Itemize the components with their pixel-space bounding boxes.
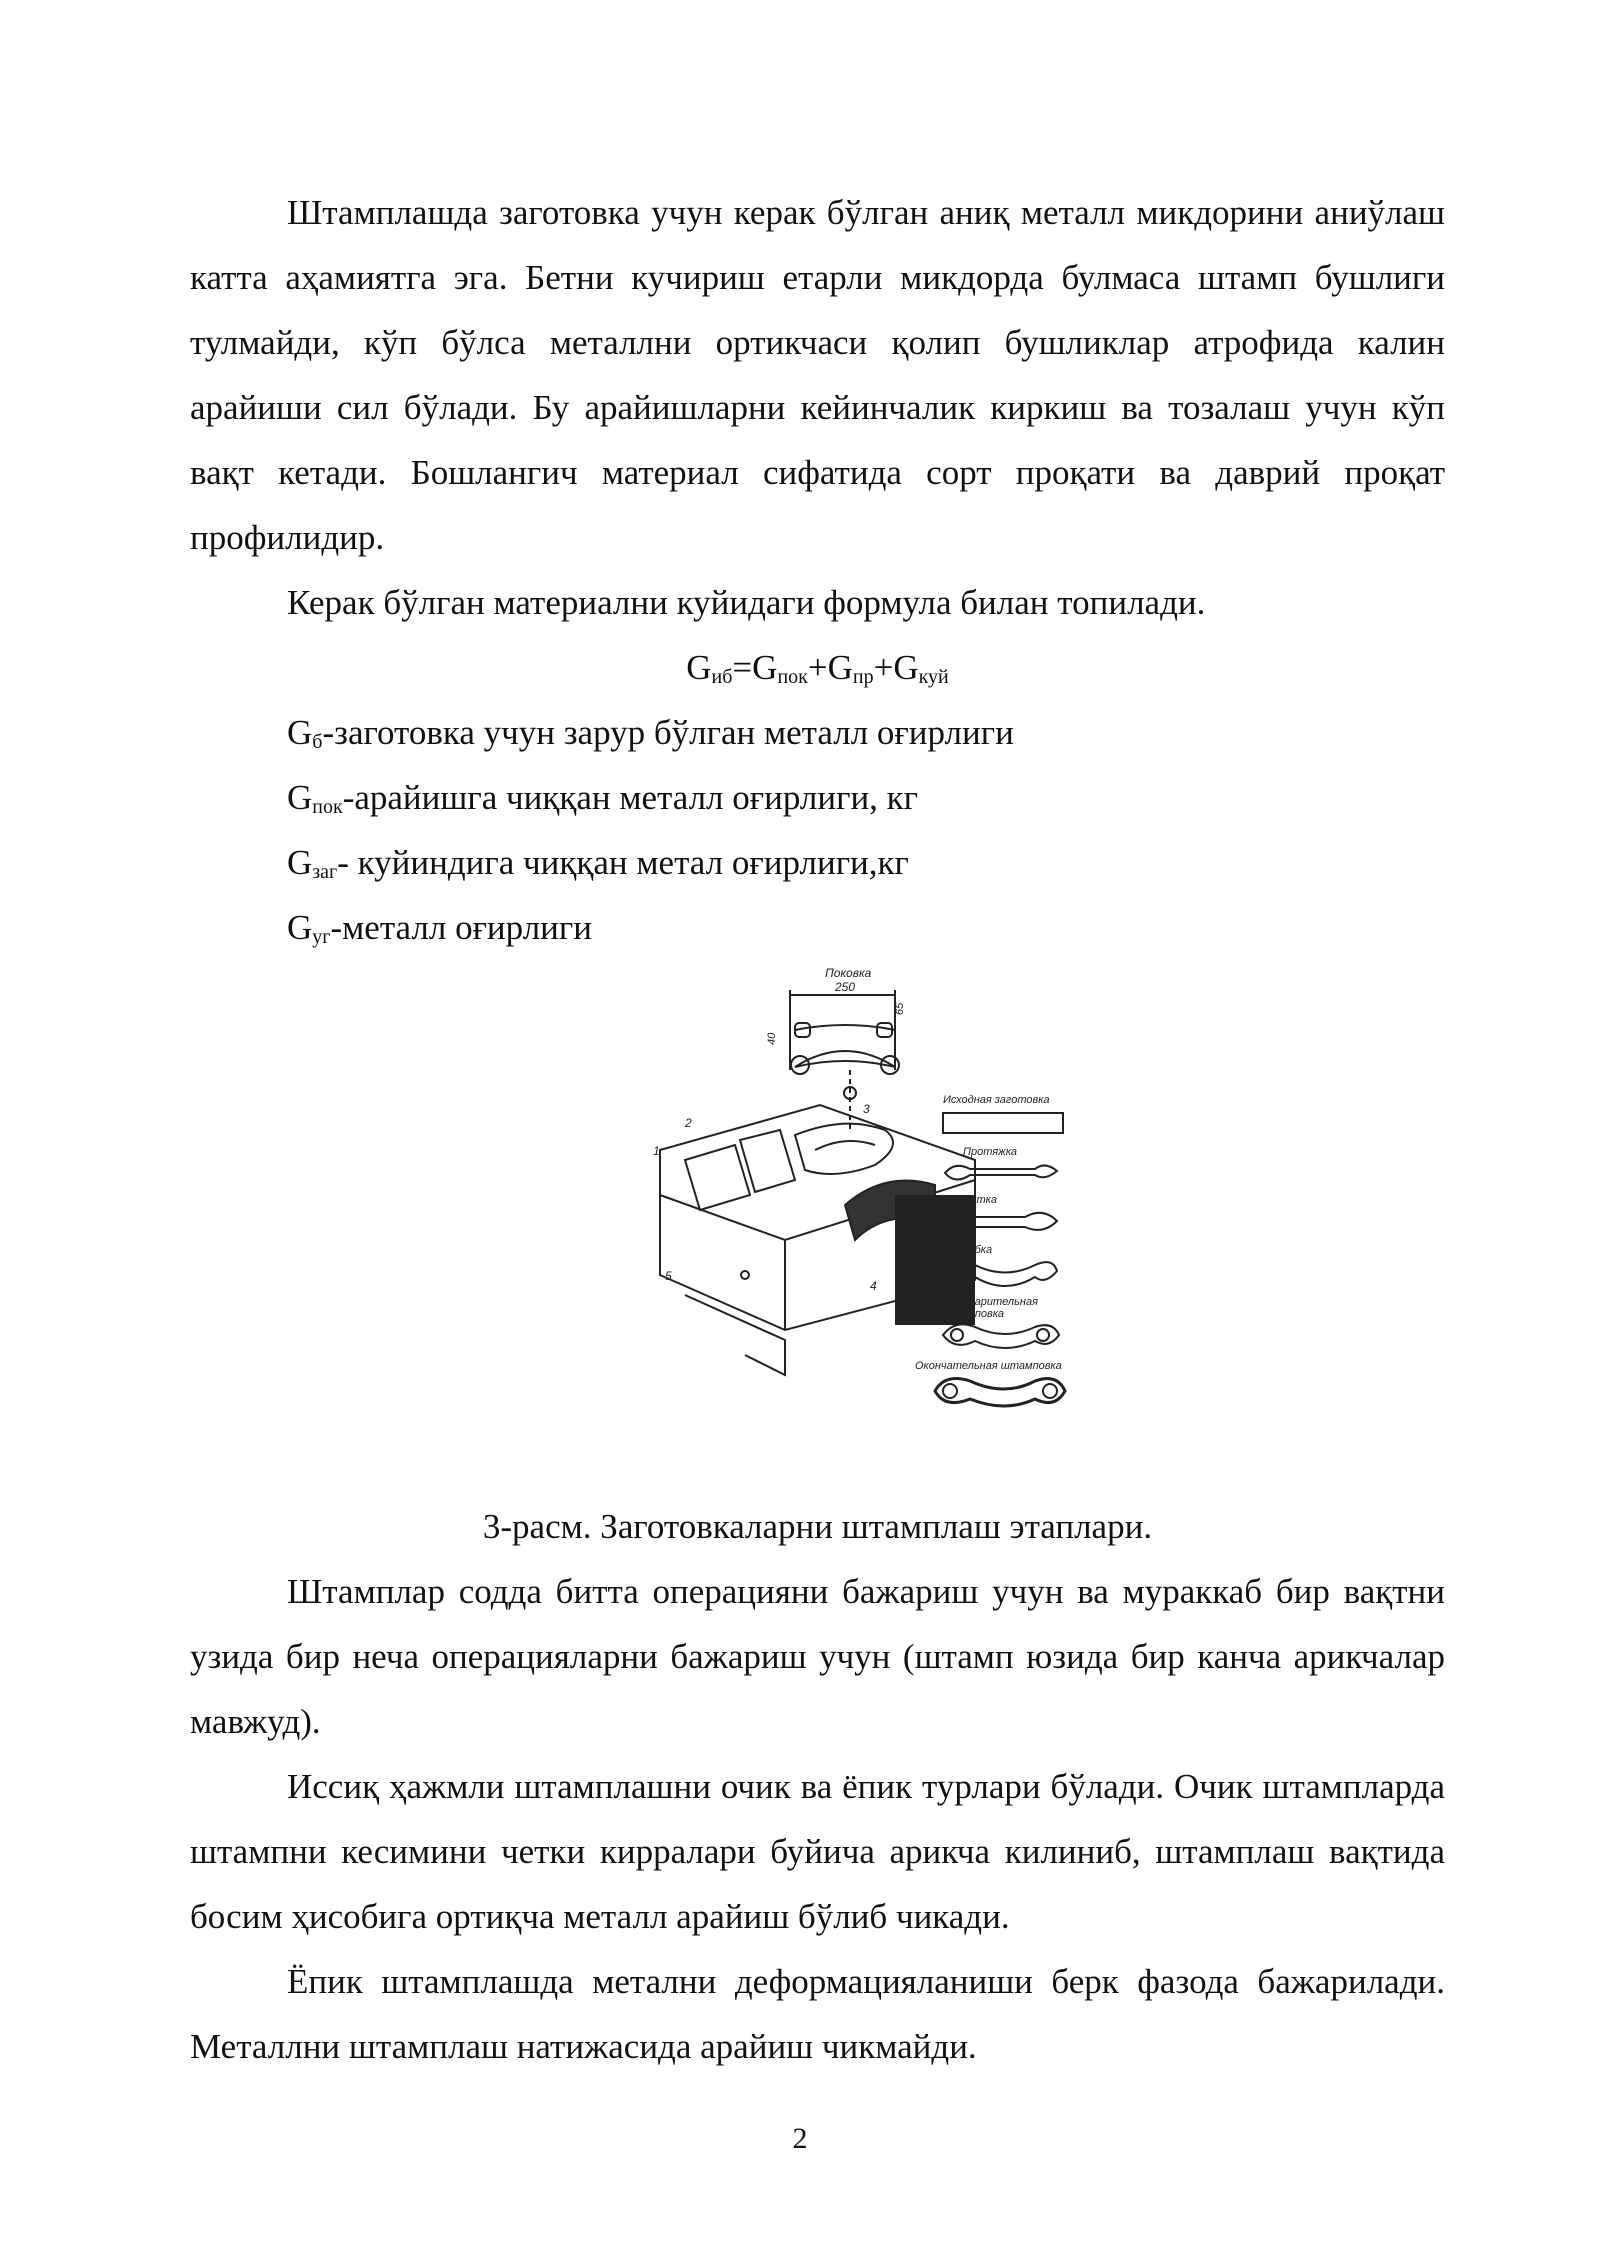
- die-cavity-2: [740, 1130, 795, 1192]
- paragraph-open-closed: Иссиқ ҳажмли штамплашни очик ва ёпик турлари бўлади. Очик штампларда штампни кесимини четки кирралари буйича арикча килиниб, штамплаш вақтида босим ҳисобига ортиқча металл арайиш бўлиб чикади.: [190, 1767, 1445, 1936]
- definition-item: $G_{пок}$-арайишга чиққан металл оғирлиги, кг: [287, 778, 919, 818]
- forging-side-view: [795, 1051, 895, 1067]
- formula-symbol: +G: [807, 648, 853, 687]
- formula-subscript: иб: [711, 666, 733, 688]
- label-n5: 5: [665, 1269, 672, 1283]
- paragraph-formula-intro: Керак бўлган материални куйидаги формула билан топилади.: [287, 583, 1206, 622]
- label-ishodnaya: Исходная заготовка: [943, 1094, 1050, 1106]
- formula-subscript: куй: [918, 666, 949, 688]
- formula-symbol: +G: [873, 648, 919, 687]
- label-pred1: Предварительная: [943, 1296, 1038, 1308]
- label-dim-65: 65: [894, 1002, 906, 1015]
- die-cavity-1: [685, 1145, 750, 1210]
- label-n2: 2: [685, 1116, 692, 1130]
- stage-final-eye: [1043, 1384, 1057, 1398]
- stage-final: [935, 1379, 1065, 1406]
- label-n3: 3: [863, 1102, 870, 1116]
- definition-item: $G_{уг}$-металл оғирлиги: [287, 908, 592, 948]
- stamping-stages-figure: [645, 955, 1105, 1415]
- label-n4: 4: [870, 1279, 877, 1293]
- label-dim-40: 40: [766, 1032, 778, 1045]
- die-hole: [741, 1271, 749, 1279]
- label-protyazhka: Протяжка: [963, 1146, 1018, 1158]
- formula-subscript: пок: [777, 666, 808, 688]
- paragraph-stamping-intro: Штамплашда заготовка учун керак бўлган аниқ металл микдорини аниўлаш катта аҳамиятга эга. Бетни кучириш етарли микдорда булмаса штамп бушлиги тулмайди, кўп бўлса металлни ортикчаси қолип бушликлар атрофида калин арайиши сил бўлади. Бу арайишларни кейинчалик киркиш ва тозалаш учун кўп вақт кетади. Бошлангич материал сифатида сорт проқати ва даврий проқат профилидир.: [190, 193, 1445, 557]
- formula: [190, 635, 1445, 700]
- label-okonch: Окончательная штамповка: [915, 1360, 1062, 1372]
- label-pred2: штамповка: [943, 1308, 1005, 1320]
- figure-caption: 3-расм. Заготовкаларни штамплаш этаплари.: [482, 1507, 1153, 1546]
- stage-preliminary-eye: [951, 1329, 963, 1341]
- stage-initial-bar: [943, 1113, 1063, 1133]
- formula-symbol: =G: [732, 648, 778, 687]
- formula-symbol: G: [686, 648, 712, 687]
- label-pokovka: Поковка: [825, 966, 872, 980]
- paragraph-stamp-types: Штамплар содда битта операцияни бажариш учун ва мураккаб бир вақтни узида бир неча операцияларни бажариш учун (штамп юзида бир канча арикчалар мавжуд).: [190, 1572, 1445, 1741]
- definition-item: $G_{заг}-$ куйиндига чиққан метал оғирлиги,кг: [287, 843, 909, 883]
- stage-preliminary: [943, 1324, 1059, 1348]
- formula-subscript: пр: [852, 666, 874, 688]
- page-number: 2: [792, 2122, 808, 2155]
- die-impression-inner: [815, 1141, 875, 1150]
- paragraph-closed-stamping: Ёпик штамплашда метални деформацияланиши берк фазода бажарилади. Металлни штамплаш натижасида арайиш чикмайди.: [190, 1962, 1445, 2066]
- stage-drawing: [945, 1165, 1057, 1179]
- label-gibka: Гибка: [963, 1244, 993, 1256]
- label-dim-250: 250: [835, 980, 856, 994]
- stage-preliminary-eye: [1037, 1329, 1049, 1341]
- label-n1: 1: [653, 1144, 660, 1158]
- label-podkatka: Подкатка: [945, 1194, 997, 1206]
- stage-final-eye: [943, 1384, 957, 1398]
- die-impression: [795, 1124, 893, 1174]
- definition-item: $G_б$-заготовка учун зарур бўлган металл оғирлиги: [287, 713, 1014, 753]
